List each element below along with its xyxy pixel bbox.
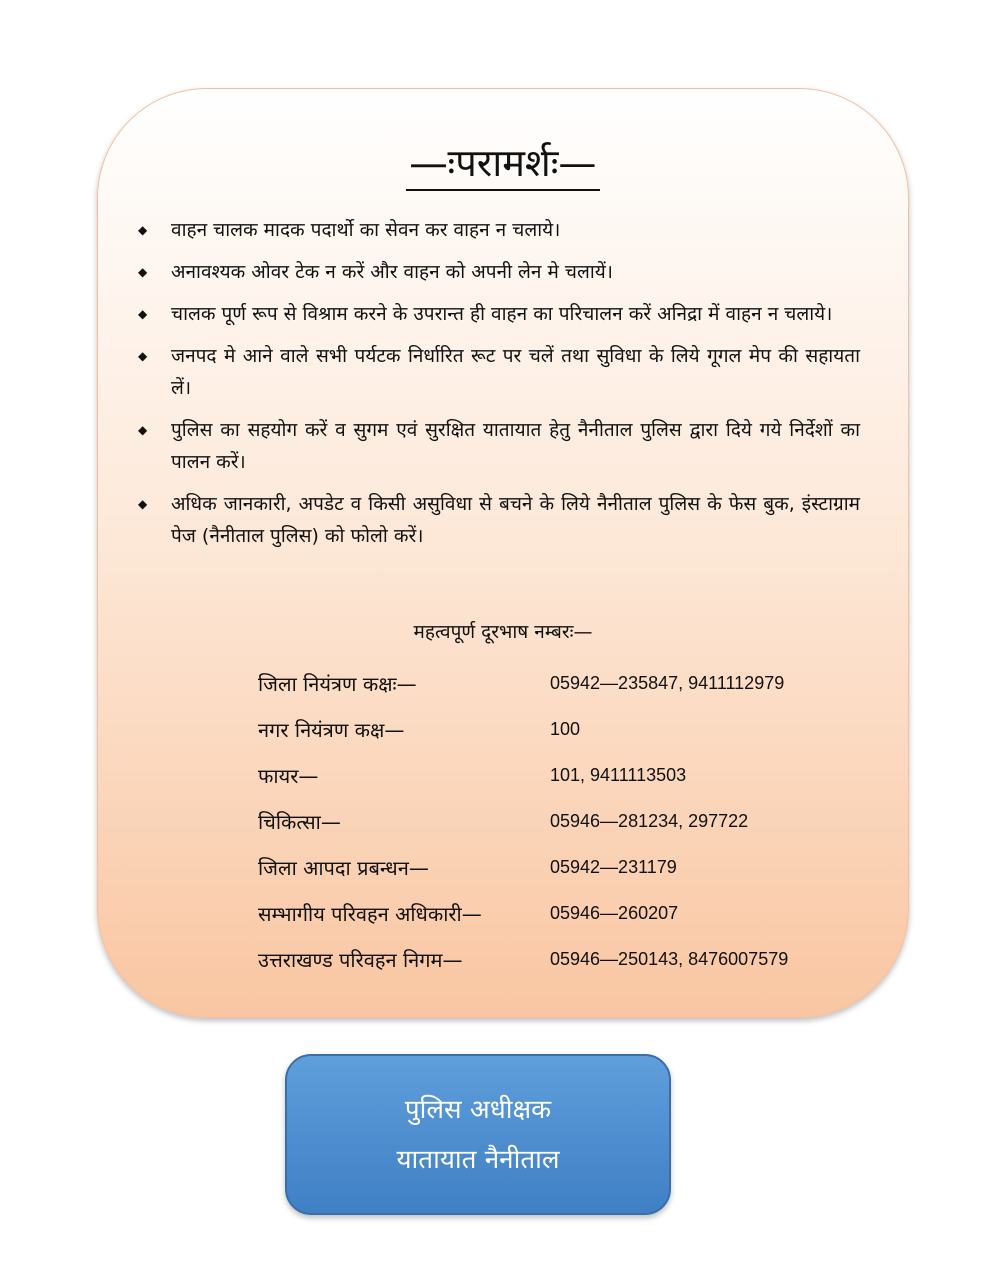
phone-row (258, 798, 818, 844)
phone-number: 05942—231179 (550, 856, 677, 877)
phone-row (258, 660, 818, 706)
advice-item (138, 414, 860, 478)
advice-item (138, 214, 860, 246)
diamond-bullet-icon: ◆ (138, 349, 148, 363)
phone-label: चिकित्सा— (258, 809, 341, 834)
phone-number: 100 (550, 718, 581, 739)
advisory-card (97, 88, 909, 1018)
advice-item (138, 488, 860, 552)
advice-text: अधिक जानकारी, अपडेट व किसी असुविधा से बचने के लिये नैनीताल पुलिस के फेस बुक, इंस्टाग्राम पेज (नैनीताल पुलिस) को फोलो करें। (171, 493, 860, 547)
diamond-bullet-icon: ◆ (138, 423, 148, 437)
phone-label: जिला आपदा प्रबन्धन— (258, 855, 429, 880)
advice-text: जनपद मे आने वाले सभी पर्यटक निर्धारित रूट पर चलें तथा सुविधा के लिये गूगल मेप की सहायता लें। (171, 345, 860, 399)
phone-label: जिला नियंत्रण कक्षः— (258, 671, 417, 696)
advice-text: चालक पूर्ण रूप से विश्राम करने के उपरान्त ही वाहन का परिचालन करें अनिद्रा में वाहन न चलाये। (171, 303, 833, 325)
phone-number: 05946—260207 (550, 902, 679, 923)
advice-list (138, 214, 860, 562)
phone-row (258, 890, 818, 936)
advisory-title-text: —ःपरामर्शः— (406, 139, 601, 191)
advice-item (138, 256, 860, 288)
phone-number: 05946—281234, 297722 (550, 810, 749, 831)
phone-number: 05942—235847, 9411112979 (550, 672, 785, 693)
phone-row (258, 706, 818, 752)
advice-text: पुलिस का सहयोग करें व सुगम एवं सुरक्षित यातायात हेतु नैनीताल पुलिस द्वारा दिये गये निर्देशों का पालन करें। (171, 419, 860, 473)
advice-text: अनावश्यक ओवर टेक न करें और वाहन को अपनी लेन मे चलायें। (171, 261, 614, 283)
phone-numbers-table (258, 660, 818, 982)
advice-item (138, 298, 860, 330)
phone-number: 05946—250143, 8476007579 (550, 948, 789, 969)
diamond-bullet-icon: ◆ (138, 307, 148, 321)
phone-label: सम्भागीय परिवहन अधिकारी— (258, 901, 482, 926)
advice-item (138, 340, 860, 404)
phone-numbers-heading: महत्वपूर्ण दूरभाष नम्बरः— (413, 621, 593, 643)
diamond-bullet-icon: ◆ (138, 497, 148, 511)
phone-label: नगर नियंत्रण कक्ष— (258, 717, 405, 742)
phone-label: उत्तराखण्ड परिवहन निगम— (258, 947, 463, 972)
phone-label: फायर— (258, 763, 319, 788)
phone-row (258, 844, 818, 890)
advisory-title (98, 139, 908, 191)
phone-row (258, 936, 818, 982)
advice-text: वाहन चालक मादक पदार्थो का सेवन कर वाहन न चलाये। (171, 219, 561, 241)
diamond-bullet-icon: ◆ (138, 265, 148, 279)
signature-line-2: यातायात नैनीताल (396, 1144, 560, 1175)
signature-line-1: पुलिस अधीक्षक (404, 1094, 552, 1125)
superintendent-signature-box (285, 1054, 671, 1215)
phone-number: 101, 9411113503 (550, 764, 687, 785)
diamond-bullet-icon: ◆ (138, 223, 148, 237)
phone-row (258, 752, 818, 798)
